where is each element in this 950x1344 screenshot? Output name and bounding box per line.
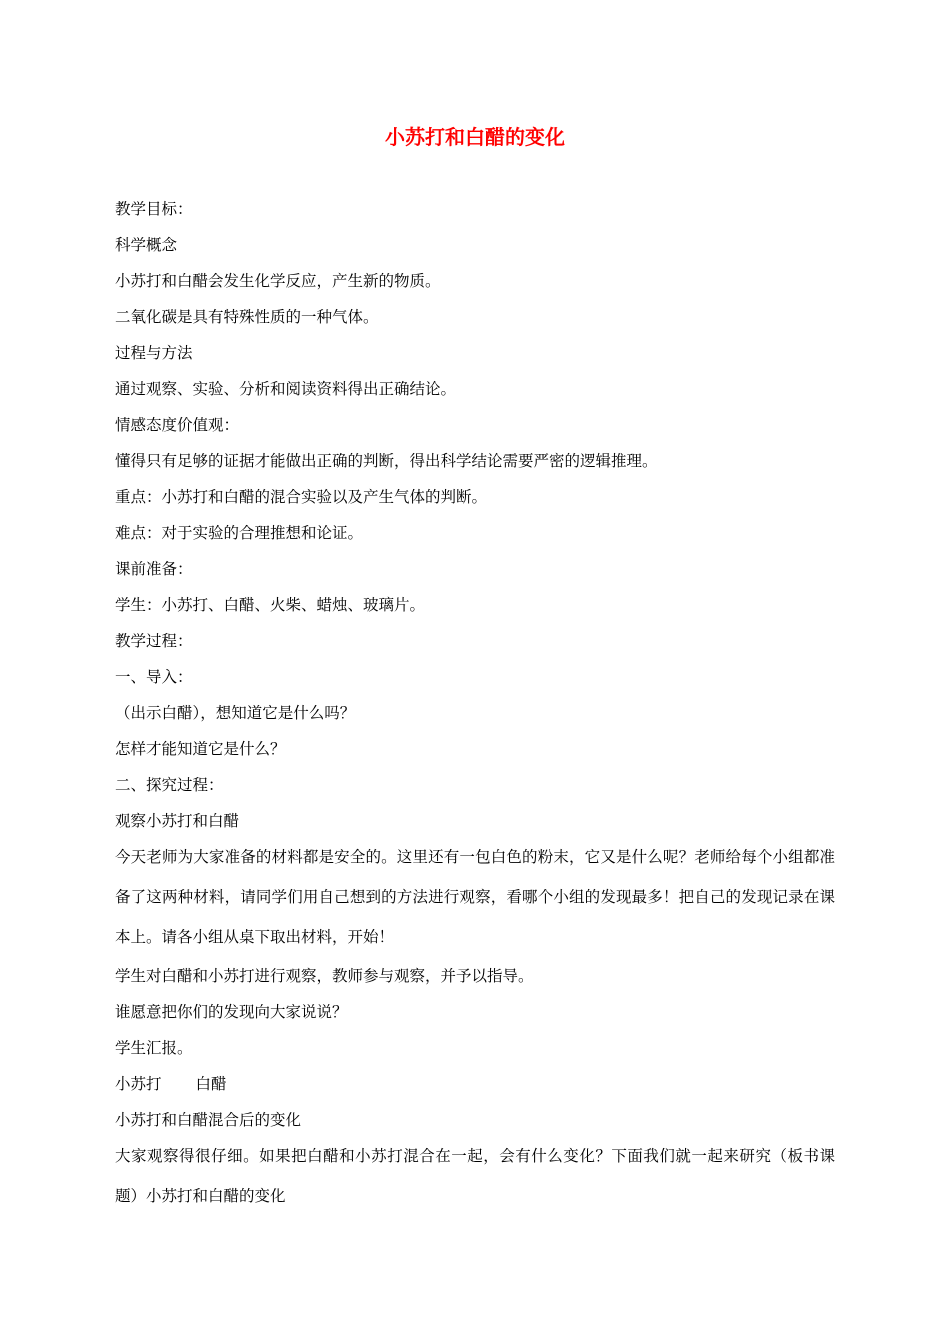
text-line: 学生对白醋和小苏打进行观察，教师参与观察，并予以指导。 — [115, 967, 534, 985]
text-line: 难点：对于实验的合理推想和论证。 — [115, 524, 364, 542]
text-line: （出示白醋），想知道它是什么吗？ — [115, 704, 356, 722]
text-line: 课前准备： — [115, 560, 193, 578]
text-line: 谁愿意把你们的发现向大家说说？ — [115, 1003, 348, 1021]
text-line: 重点：小苏打和白醋的混合实验以及产生气体的判断。 — [115, 488, 488, 506]
text-line: 科学概念 — [115, 236, 178, 254]
document-title: 小苏打和白醋的变化 — [385, 125, 565, 149]
paragraph: 今天老师为大家准备的材料都是安全的。这里还有一包白色的粉末，它又是什么呢？老师给每个小组都准备了这两种材料，请同学们用自己想到的方法进行观察，看哪个小组的发现最多！把自己的发现记录在课本上。请各小组从桌下取出材料，开始！ — [115, 848, 835, 946]
label-white-vinegar: 白醋 — [195, 1075, 227, 1093]
text-line: 怎样才能知道它是什么？ — [115, 740, 286, 758]
text-line: 二、探究过程： — [115, 776, 224, 794]
text-line: 教学过程： — [115, 632, 193, 650]
text-line: 教学目标： — [115, 200, 193, 218]
text-line: 情感态度价值观： — [115, 416, 240, 434]
text-line: 一、导入： — [115, 668, 193, 686]
text-line: 学生汇报。 — [115, 1039, 193, 1057]
label-baking-soda: 小苏打 — [115, 1075, 162, 1093]
text-line: 观察小苏打和白醋 — [115, 812, 240, 830]
text-line: 小苏打和白醋会发生化学反应，产生新的物质。 — [115, 272, 441, 290]
text-line: 通过观察、实验、分析和阅读资料得出正确结论。 — [115, 380, 457, 398]
text-line: 学生：小苏打、白醋、火柴、蜡烛、玻璃片。 — [115, 596, 426, 614]
paragraph: 大家观察得很仔细。如果把白醋和小苏打混合在一起，会有什么变化？下面我们就一起来研究（板书课题）小苏打和白醋的变化 — [115, 1147, 835, 1205]
text-line: 二氧化碳是具有特殊性质的一种气体。 — [115, 308, 379, 326]
text-line: 小苏打和白醋混合后的变化 — [115, 1111, 302, 1129]
text-line — [115, 1074, 227, 1094]
text-line: 懂得只有足够的证据才能做出正确的判断，得出科学结论需要严密的逻辑推理。 — [115, 452, 658, 470]
text-line: 过程与方法 — [115, 344, 193, 362]
